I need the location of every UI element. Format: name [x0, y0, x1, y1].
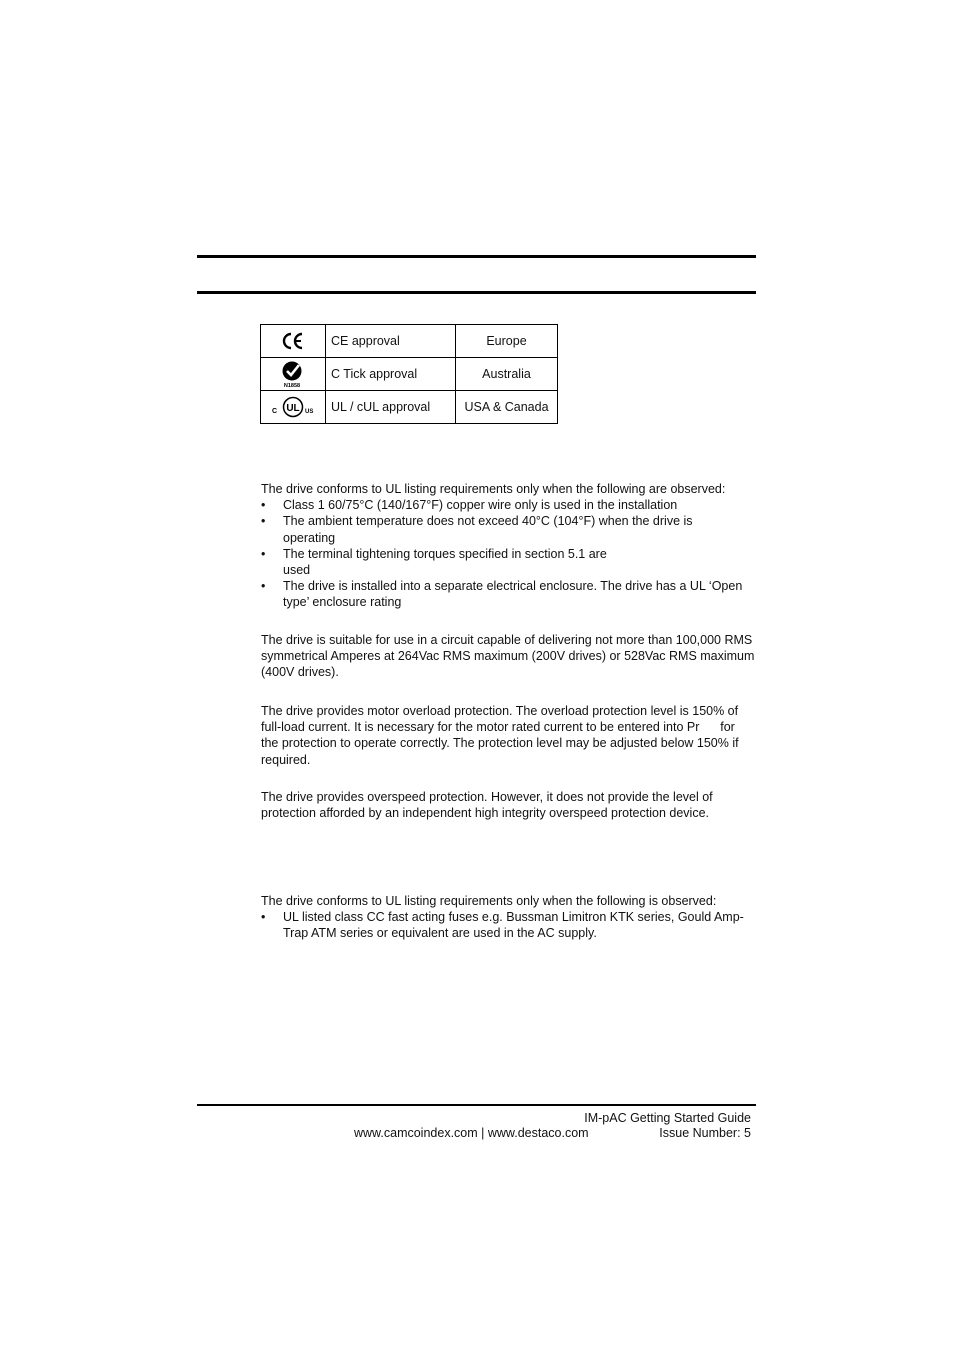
cul-c-letter: C: [272, 408, 278, 415]
approval-region: Australia: [456, 358, 558, 391]
cul-us-cell: [261, 391, 326, 424]
list-item-text: UL listed class CC fast acting fuses e.g. Bussman Limitron KTK series, Gould Amp-Trap ATM series or equivalent are used in the AC supply.: [283, 910, 744, 941]
bullet-marker: •: [261, 910, 266, 925]
footer-rule: [197, 1104, 756, 1106]
approval-label: UL / cUL approval: [326, 391, 456, 424]
header-rule-bottom: [197, 291, 756, 294]
bullet-marker: •: [261, 579, 266, 594]
short-circuit-section: [261, 632, 761, 681]
cul-us-letters: US: [305, 409, 314, 415]
list-item-text: The ambient temperature does not exceed 40°C (104°F) when the drive is operating: [283, 514, 693, 545]
overload-text-a: The drive provides motor overload protection. The overload protection level is 150% of full-load current. It is necessary for the motor rated current to be entered into Pr: [261, 704, 739, 735]
table-row: [261, 325, 558, 358]
c-tick-icon: [280, 360, 306, 388]
overload-text-b: for the protection to operate correctly. The protection level may be adjusted below 150% if required.: [261, 720, 739, 767]
list-item: [261, 546, 618, 578]
overload-section: [261, 703, 755, 768]
approval-region: USA & Canada: [456, 391, 558, 424]
ul-fuses-section: [261, 893, 761, 942]
header-rule-top: [197, 255, 756, 258]
list-item-text: The drive is installed into a separate electrical enclosure. The drive has a UL ‘Open type’ enclosure rating: [283, 579, 743, 610]
footer-websites: www.camcoindex.com | www.destaco.com: [354, 1126, 589, 1140]
ce-mark-cell: [261, 325, 326, 358]
cul-us-icon: [267, 395, 319, 419]
table-row: [261, 391, 558, 424]
bullet-marker: •: [261, 498, 266, 513]
ul-fuses-intro: The drive conforms to UL listing requirements only when the following is observed:: [261, 894, 717, 908]
approval-label: C Tick approval: [326, 358, 456, 391]
c-tick-cell: [261, 358, 326, 391]
ul-conditions-intro: The drive conforms to UL listing requirements only when the following are observed:: [261, 482, 726, 496]
cul-ul-letters: UL: [286, 403, 300, 414]
ul-fuses-list: [261, 909, 761, 941]
table-row: [261, 358, 558, 391]
footer-issue-number: Issue Number: 5: [659, 1126, 751, 1140]
approval-region: Europe: [456, 325, 558, 358]
list-item: [261, 497, 761, 513]
footer-guide-title: IM-pAC Getting Started Guide: [584, 1111, 751, 1125]
overspeed-paragraph: The drive provides overspeed protection. However, it does not provide the level of protection afforded by an independent high integrity overspeed protection device.: [261, 790, 713, 821]
ce-mark-icon: [281, 331, 305, 351]
ul-conditions-list: [261, 497, 761, 610]
bullet-marker: •: [261, 546, 266, 561]
short-circuit-paragraph: The drive is suitable for use in a circuit capable of delivering not more than 100,000 RMS symmetrical Amperes at 264Vac RMS maximum (200V drives) or 528Vac RMS maximum (400V drives).: [261, 633, 755, 680]
ul-conditions-section: [261, 481, 761, 611]
list-item: [261, 513, 711, 545]
list-item-text: Class 1 60/75°C (140/167°F) copper wire only is used in the installation: [283, 498, 678, 513]
overspeed-section: [261, 789, 761, 821]
c-tick-number: N1858: [283, 383, 301, 388]
list-item: [261, 909, 761, 941]
list-item: [261, 578, 761, 610]
approvals-table: [260, 324, 558, 424]
list-item-text: The terminal tightening torques specified in section 5.1 are used: [283, 546, 607, 578]
bullet-marker: •: [261, 514, 266, 529]
overload-paragraph: [261, 703, 755, 768]
approval-label: CE approval: [326, 325, 456, 358]
